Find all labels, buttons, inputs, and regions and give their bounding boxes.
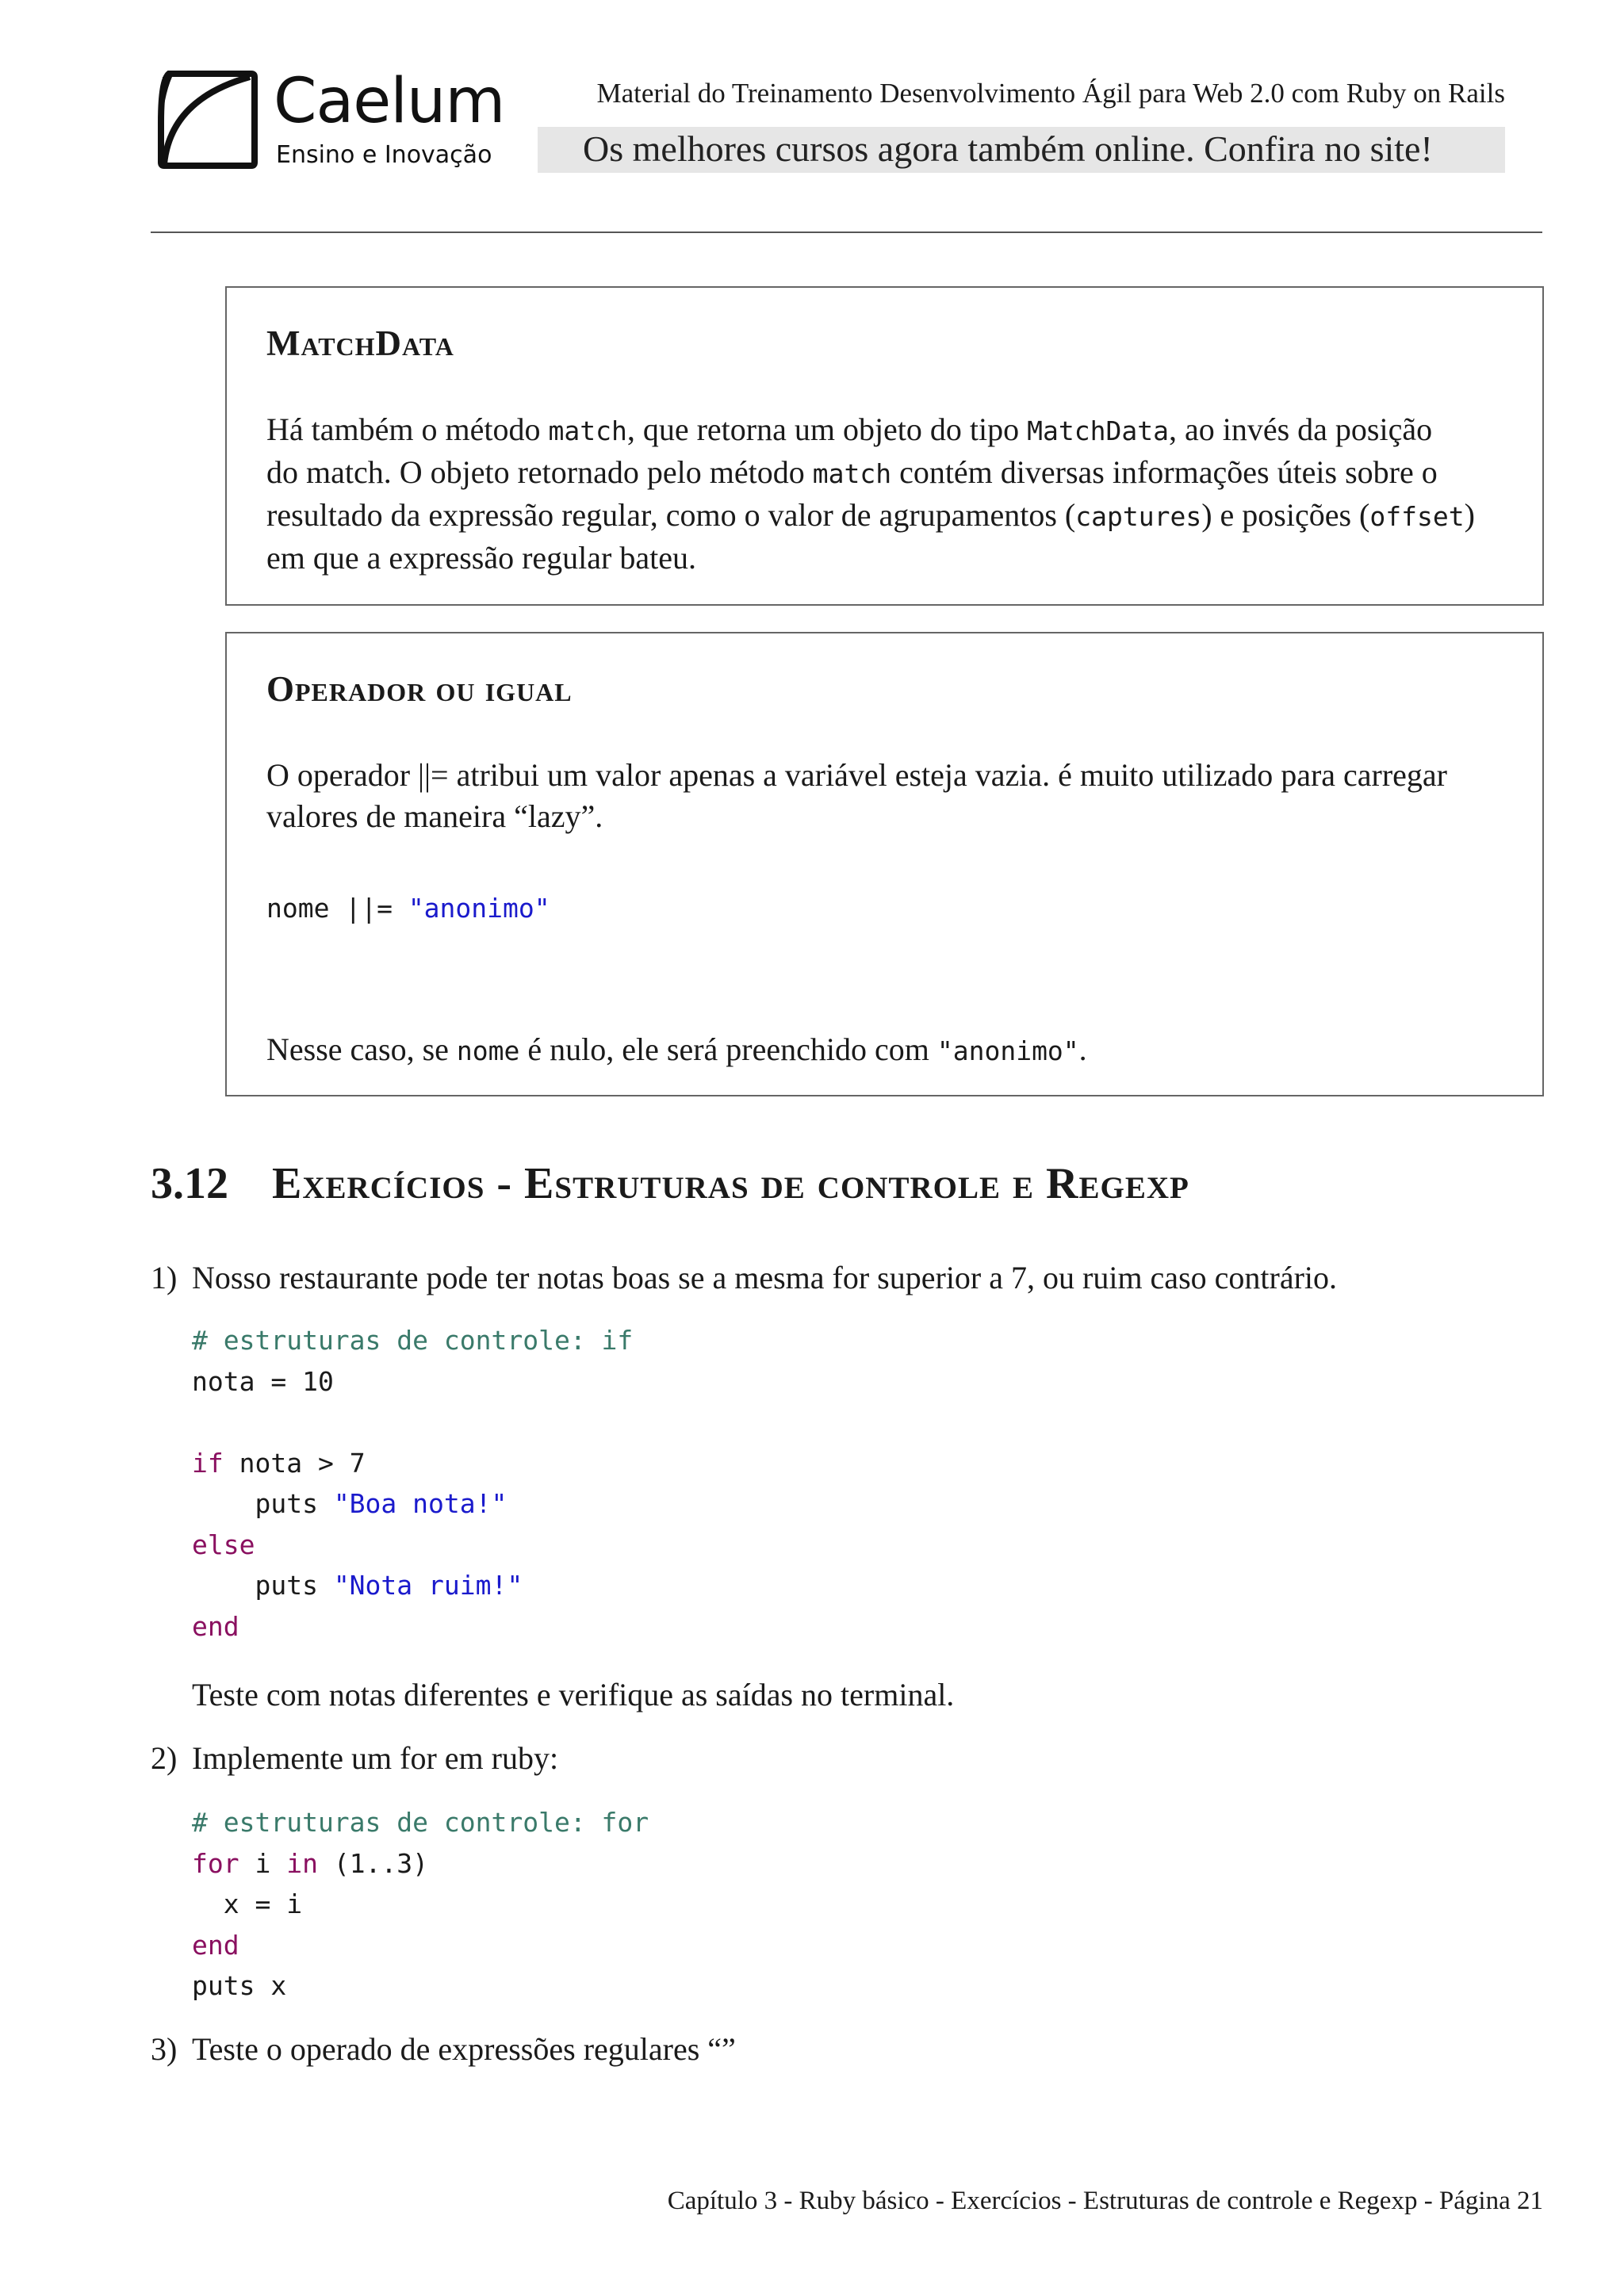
code-line: # estruturas de controle: if [192, 1325, 634, 1356]
code-line: puts "Nota ruim!" [192, 1570, 523, 1601]
section-heading [151, 1161, 1189, 1206]
matchdata-box [225, 286, 1544, 606]
code-line: nota = 10 [192, 1365, 334, 1397]
matchdata-line-1: Há também o método match, que retorna um objeto do tipo MatchData, ao invés da posição [266, 411, 1433, 447]
code-line: x = i [192, 1888, 303, 1919]
operador-box [225, 632, 1544, 1096]
code-line: # estruturas de controle: for [192, 1807, 649, 1838]
item-2-text: Implemente um for em ruby: [192, 1740, 559, 1776]
item-1-text: Nosso restaurante pode ter notas boas se a mesma for superior a 7, ou ruim caso contrário. [192, 1260, 1338, 1295]
item-3-number: 3) [151, 2031, 178, 2067]
code-line: puts x [192, 1970, 287, 2001]
logo-mark-icon [155, 67, 259, 172]
code-line: else [192, 1529, 255, 1560]
operador-title: Operador ou igual [266, 669, 573, 709]
header-promo-line: Os melhores cursos agora também online. Confira no site! [583, 128, 1433, 169]
item-1-after: Teste com notas diferentes e verifique as saídas no terminal. [192, 1677, 955, 1712]
matchdata-line-3: resultado da expressão regular, como o valor de agrupamentos (captures) e posições (offset) [266, 497, 1475, 533]
code-line: end [192, 1610, 239, 1642]
section-number: 3.12 [151, 1159, 228, 1208]
matchdata-line-4: em que a expressão regular bateu. [266, 540, 696, 576]
item-1-code [192, 1320, 633, 1647]
code-line: puts "Boa nota!" [192, 1488, 508, 1519]
svg-text:✶: ✶ [170, 79, 186, 99]
header-divider [151, 232, 1542, 233]
page-footer: Capítulo 3 - Ruby básico - Exercícios - Estruturas de controle e Regexp - Página 21 [667, 2187, 1543, 2215]
code-line: end [192, 1929, 239, 1961]
code-line: if nota > 7 [192, 1447, 366, 1479]
operador-line-2: valores de maneira “lazy”. [266, 798, 603, 834]
matchdata-title: MatchData [266, 323, 454, 363]
logo-subtitle: Ensino e Inovação [276, 141, 492, 169]
section-title: Exercícios - Estruturas de controle e Regexp [272, 1159, 1189, 1208]
item-2-code [192, 1802, 649, 2007]
item-2-number: 2) [151, 1740, 178, 1776]
code-line [192, 1402, 633, 1443]
caelum-logo [155, 66, 505, 178]
matchdata-line-2: do match. O objeto retornado pelo método match contém diversas informações úteis sobre o [266, 454, 1438, 490]
operador-code: nome ||= "anonimo" [266, 893, 550, 924]
operador-note: Nesse caso, se nome é nulo, ele será preenchido com "anonimo". [266, 1031, 1087, 1067]
item-1-number: 1) [151, 1260, 178, 1295]
header-material-line: Material do Treinamento Desenvolvimento Ágil para Web 2.0 com Ruby on Rails [596, 78, 1505, 109]
logo-title: Caelum [274, 66, 505, 137]
item-3-text: Teste o operado de expressões regulares “” [192, 2031, 736, 2067]
operador-line-1: O operador ||= atribui um valor apenas a variável esteja vazia. é muito utilizado para carregar [266, 757, 1448, 793]
code-line: for i in (1..3) [192, 1847, 429, 1879]
